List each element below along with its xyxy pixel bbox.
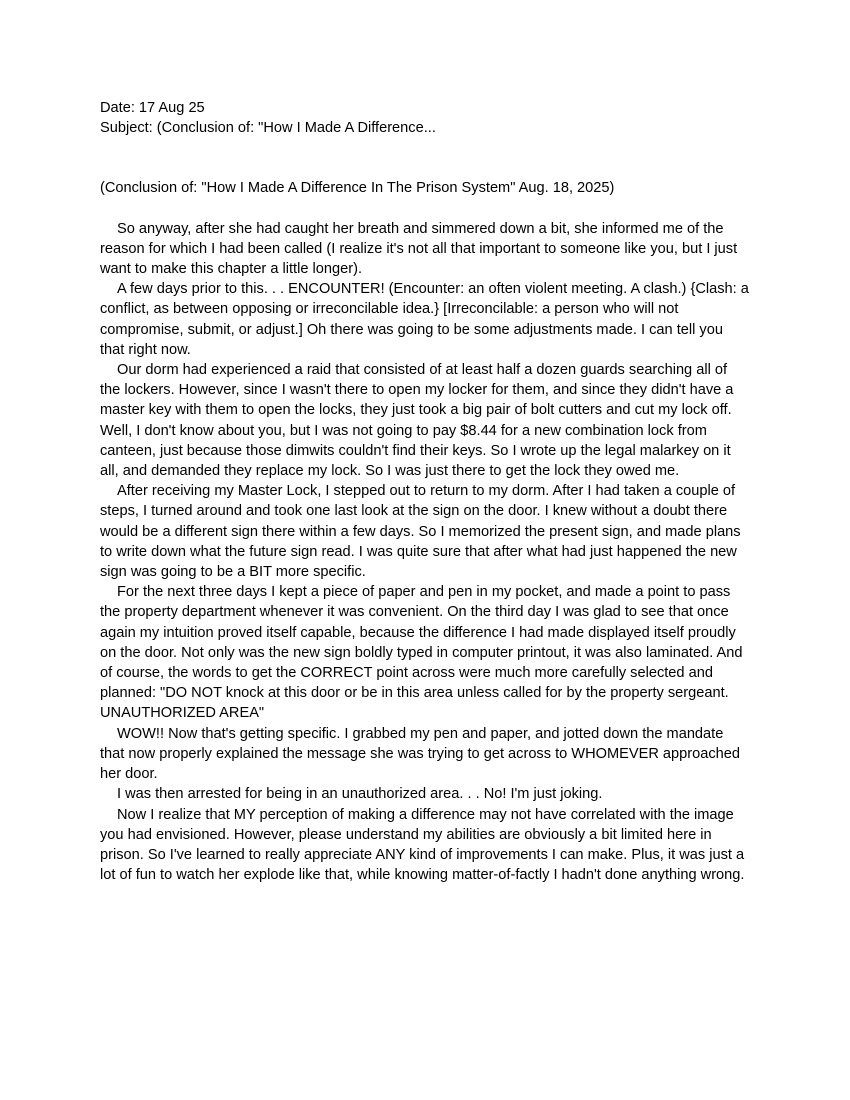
body-paragraph: So anyway, after she had caught her breath and simmered down a bit, she informed me of the reason for which I had been called (I realize it's not all that important to someone like you, but I just want to make this chapter a little longer). (100, 220, 738, 278)
body-paragraph: A few days prior to this. . . ENCOUNTER! (Encounter: an often violent meeting. A clash.) {Clash: a conflict, as between opposing or irreconcilable idea.} [Irreconcilable: a person who will not compromise, submit, or adjust.] Oh there was going to be some adjustments made. I can tell you that right now. (100, 281, 749, 358)
document-subtitle: (Conclusion of: "How I Made A Difference In The Prison System" Aug. 18, 2025) (100, 180, 615, 197)
body-paragraph: Now I realize that MY perception of making a difference may not have correlated with the image you had envisioned. However, please understand my abilities are obviously a bit limited here in prison. So I've learned to really appreciate ANY kind of improvements I can make. Plus, it was just a lot of fun to watch her explode like that, while knowing matter-of-factly I hadn't done anything wrong. (100, 806, 745, 884)
body-paragraph: For the next three days I kept a piece of paper and pen in my pocket, and made a point to pass the property department whenever it was convenient. On the third day I was glad to see that once again my intuition proved itself capable, because the difference I had made displayed itself proudly on the door. Not only was the new sign boldly typed in computer printout, it was also laminated. And of course, the words to get the CORRECT point across were much more carefully selected and planned: "DO NOT knock at this door or be in this area unless called for by the property sergeant. UNAUTHORIZED AREA" (100, 584, 743, 722)
document-page (100, 98, 750, 885)
body-paragraph: Our dorm had experienced a raid that consisted of at least half a dozen guards searching all of the lockers. However, since I wasn't there to open my locker for them, and since they didn't have a master key with them to open the locks, they just took a big pair of bolt cutters and cut my lock off. Well, I don't know about you, but I was not going to pay $8.44 for a new combination lock from canteen, just because those dimwits couldn't find their keys. So I wrote up the legal malarkey on it all, and demanded they replace my lock. So I was just there to get the lock they owed me. (100, 362, 734, 480)
body-paragraph: After receiving my Master Lock, I stepped out to return to my dorm. After I had taken a couple of steps, I turned around and took one last look at the sign on the door. I knew without a doubt there would be a different sign there within a few days. So I memorized the present sign, and made plans to write down what the future sign read. I was quite sure that after what had just happened the new sign was going to be a BIT more specific. (100, 483, 741, 581)
body-paragraph: I was then arrested for being in an unauthorized area. . . No! I'm just joking. (117, 786, 603, 803)
body-paragraph: WOW!! Now that's getting specific. I grabbed my pen and paper, and jotted down the mandate that now properly explained the message she was trying to get across to WHOMEVER approached her door. (100, 725, 741, 783)
subject-line: Subject: (Conclusion of: "How I Made A Difference... (100, 120, 436, 137)
date-line: Date: 17 Aug 25 (100, 100, 205, 116)
